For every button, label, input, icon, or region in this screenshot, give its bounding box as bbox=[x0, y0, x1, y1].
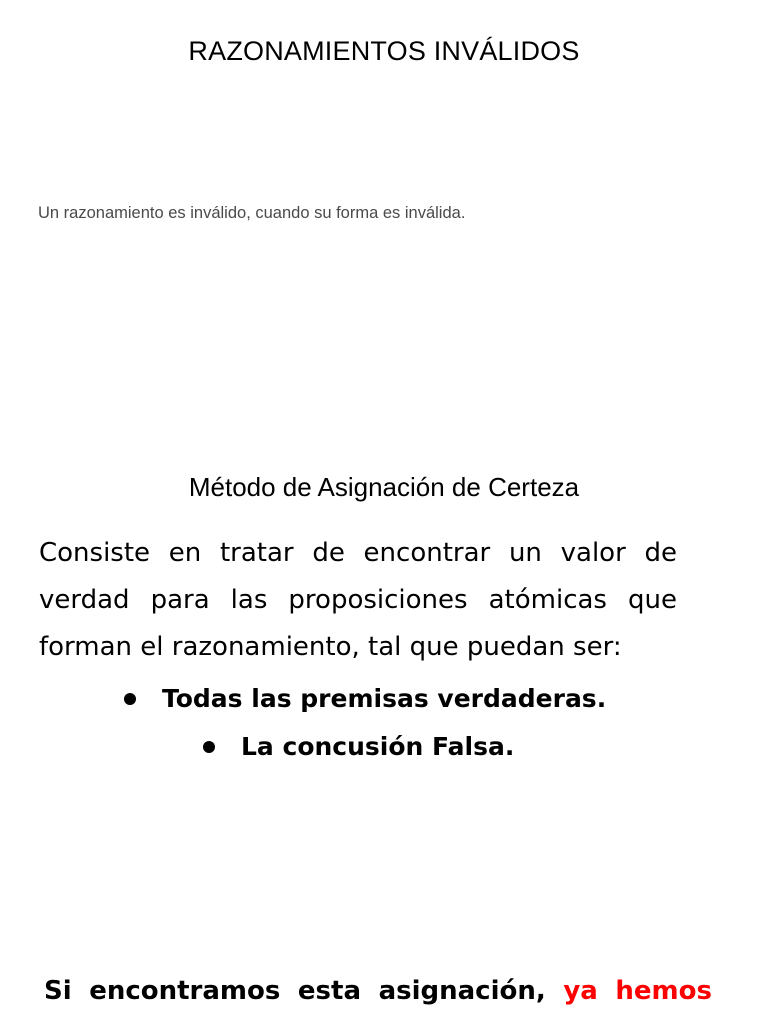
page-title: RAZONAMIENTOS INVÁLIDOS bbox=[188, 36, 580, 66]
bullet-dot-icon bbox=[203, 741, 215, 753]
closing-highlight-word: hemos bbox=[615, 976, 712, 1006]
closing-word: encontramos bbox=[89, 976, 281, 1006]
method-heading: Método de Asignación de Certeza bbox=[188, 472, 580, 502]
method-description: Consiste en tratar de encontrar un valor de verdad para las proposiciones atómicas que forman el razonamiento, tal que puedan ser: bbox=[39, 538, 677, 662]
intro-text: Un razonamiento es inválido, cuando su forma es inválida. bbox=[38, 204, 466, 222]
bullet-text: La concusión Falsa. bbox=[241, 732, 515, 761]
bullet-item-conclusion bbox=[203, 732, 514, 761]
bullet-item-premises bbox=[124, 684, 606, 713]
bullet-dot-icon bbox=[124, 693, 136, 705]
closing-highlight-word: ya bbox=[563, 976, 598, 1006]
closing-word: esta bbox=[297, 976, 362, 1006]
bullet-text: Todas las premisas verdaderas. bbox=[162, 684, 607, 713]
closing-word: Si bbox=[44, 976, 72, 1006]
closing-word: asignación, bbox=[378, 976, 546, 1006]
closing-sentence bbox=[44, 976, 712, 1006]
